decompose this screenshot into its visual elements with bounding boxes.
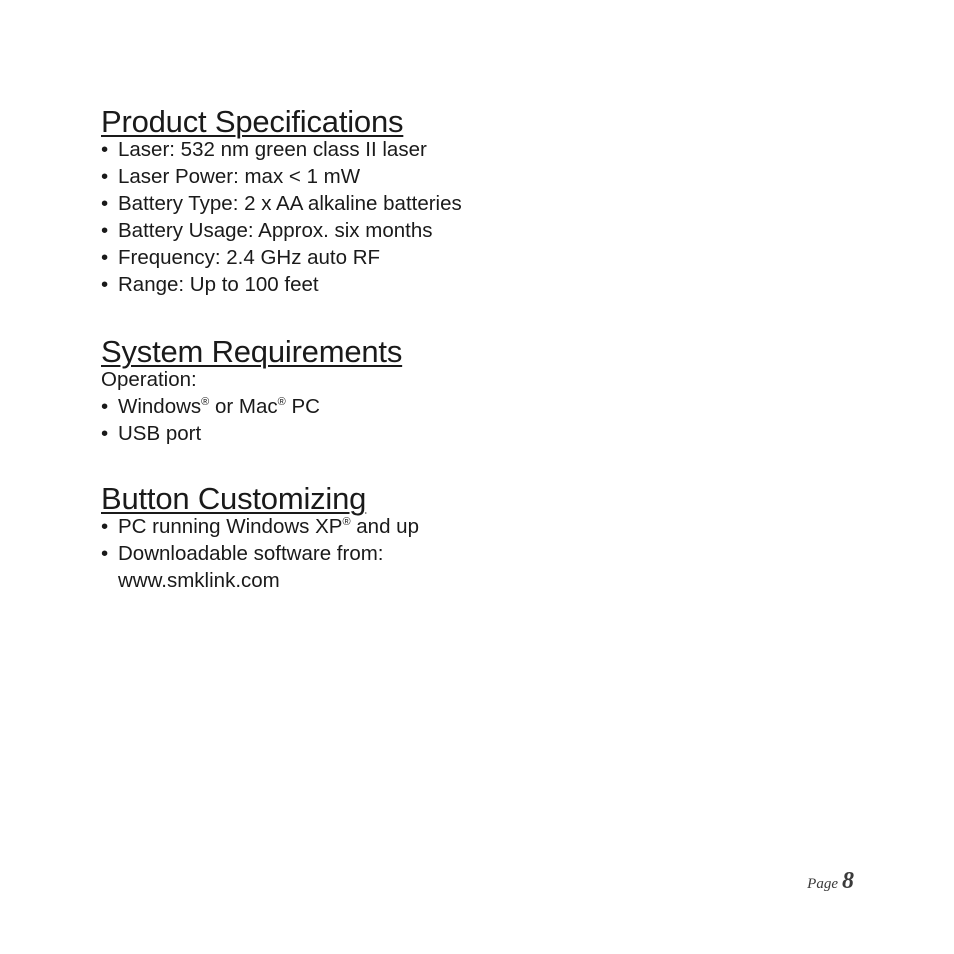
spec-item: • Laser Power: max < 1 mW — [101, 165, 361, 188]
bullet: • — [101, 246, 109, 269]
spec-item: • Range: Up to 100 feet — [101, 273, 319, 296]
operation-label: Operation: — [101, 368, 197, 391]
bullet: • — [101, 542, 109, 565]
requirement-item-usb: • USB port — [101, 422, 202, 445]
requirements-list — [101, 366, 801, 447]
button-customizing-section — [101, 481, 801, 594]
system-requirements-heading: System Requirements — [101, 334, 403, 369]
product-specifications-section — [101, 104, 801, 298]
spec-item: • Frequency: 2.4 GHz auto RF — [101, 246, 381, 269]
page-number: 8 — [842, 868, 854, 894]
customizing-item-os: • PC running Windows XP® and up — [101, 515, 419, 538]
system-requirements-section — [101, 334, 801, 447]
requirement-item-os: • Windows® or Mac® PC — [101, 395, 320, 418]
page-footer — [807, 868, 854, 895]
customizing-item-download: • Downloadable software from: — [101, 542, 384, 565]
spec-item: • Battery Type: 2 x AA alkaline batteries — [101, 192, 462, 215]
bullet: • — [101, 165, 109, 188]
specifications-list — [101, 136, 801, 298]
button-customizing-heading: Button Customizing — [101, 481, 367, 516]
spec-item: • Laser: 532 nm green class II laser — [101, 138, 427, 161]
registered-mark: ® — [201, 396, 210, 408]
bullet: • — [101, 515, 109, 538]
bullet: • — [101, 192, 109, 215]
customizing-list — [101, 513, 801, 594]
product-specifications-heading: Product Specifications — [101, 104, 404, 139]
bullet: • — [101, 395, 109, 418]
bullet: • — [101, 219, 109, 242]
bullet: • — [101, 138, 109, 161]
registered-mark: ® — [342, 516, 351, 528]
website-link[interactable]: www.smklink.com — [118, 569, 280, 592]
spec-item: • Battery Usage: Approx. six months — [101, 219, 433, 242]
registered-mark: ® — [277, 396, 286, 408]
bullet: • — [101, 273, 109, 296]
bullet: • — [101, 422, 109, 445]
page-label: Page — [807, 876, 838, 892]
